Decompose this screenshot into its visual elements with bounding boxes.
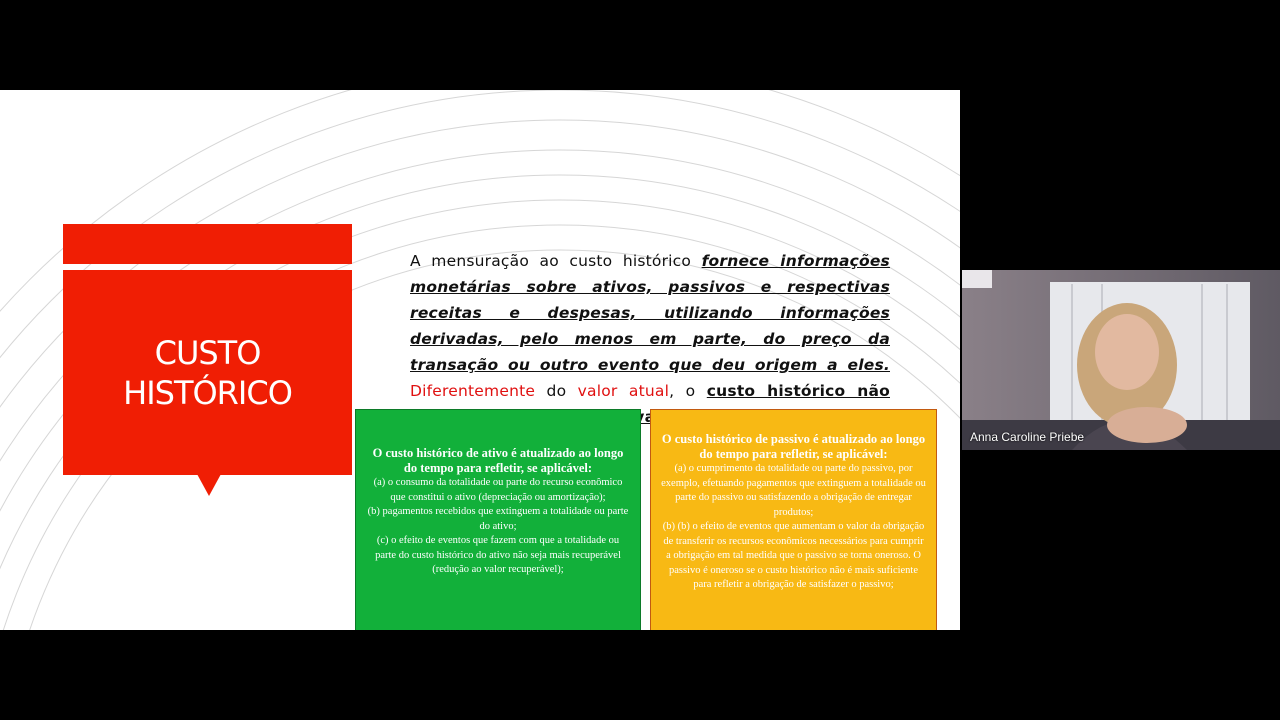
main-text-emphasis: fornece informações monetárias sobre ativos, passivos e respectivas receitas e despesas, utilizando informações derivadas, pelo menos em parte, do preço da transação ou outro evento que deu origem a eles. bbox=[410, 252, 890, 374]
participant-name-label: Anna Caroline Priebe bbox=[970, 430, 1085, 444]
asset-box-item: (a) o consumo da totalidade ou parte do recurso econômico que constitui o ativo (depreciação ou amortização); bbox=[373, 477, 623, 503]
liability-historical-cost-box bbox=[650, 409, 937, 630]
liability-box-item: (a) o cumprimento da totalidade ou parte do passivo, por exemplo, efetuando pagamentos que extinguem a totalidade ou parte do passivo ou satisfazendo a obrigação de entregar produtos; bbox=[661, 463, 926, 518]
liability-box-heading: O custo histórico de passivo é atualizado ao longo do tempo para refletir, se aplicável: bbox=[661, 432, 926, 461]
title-box bbox=[63, 270, 352, 475]
title-pointer-triangle bbox=[197, 474, 221, 496]
main-text-intro: A mensuração ao custo histórico bbox=[410, 252, 702, 270]
asset-historical-cost-box bbox=[355, 409, 641, 630]
title-top-band bbox=[63, 224, 352, 264]
asset-box-heading: O custo histórico de ativo é atualizado ao longo do tempo para refletir, se aplicável: bbox=[372, 446, 624, 475]
main-text-conclusion: custo histórico não bbox=[706, 382, 890, 400]
liability-box-item: (b) (b) o efeito de eventos que aumentam o valor da obrigação de transferir os recursos econômicos necessários para cumprir a obrigação em tal medida que o passivo se torna oneroso. O passivo é oneroso se o custo histórico não é mais suficiente para refletir a obrigação de satisfazer o passivo; bbox=[662, 521, 925, 590]
main-text-highlight-2: valor atual bbox=[577, 382, 670, 400]
asset-box-item: (c) o efeito de eventos que fazem com que a totalidade ou parte do custo histórico do ativo não seja mais recuperável (redução ao valor recuperável); bbox=[375, 535, 621, 575]
asset-box-item: (b) pagamentos recebidos que extinguem a totalidade ou parte do ativo; bbox=[367, 506, 629, 532]
main-text-highlight-1: Diferentemente bbox=[410, 382, 536, 400]
participant-video-feed bbox=[962, 270, 1280, 450]
main-paragraph bbox=[410, 248, 890, 430]
main-text-connector-2: , o bbox=[669, 382, 707, 400]
presentation-slide bbox=[0, 90, 960, 630]
slide-title: CUSTO HISTÓRICO bbox=[123, 333, 292, 412]
participant-video-tile[interactable] bbox=[962, 270, 1280, 450]
main-text-connector-1: do bbox=[535, 382, 578, 400]
